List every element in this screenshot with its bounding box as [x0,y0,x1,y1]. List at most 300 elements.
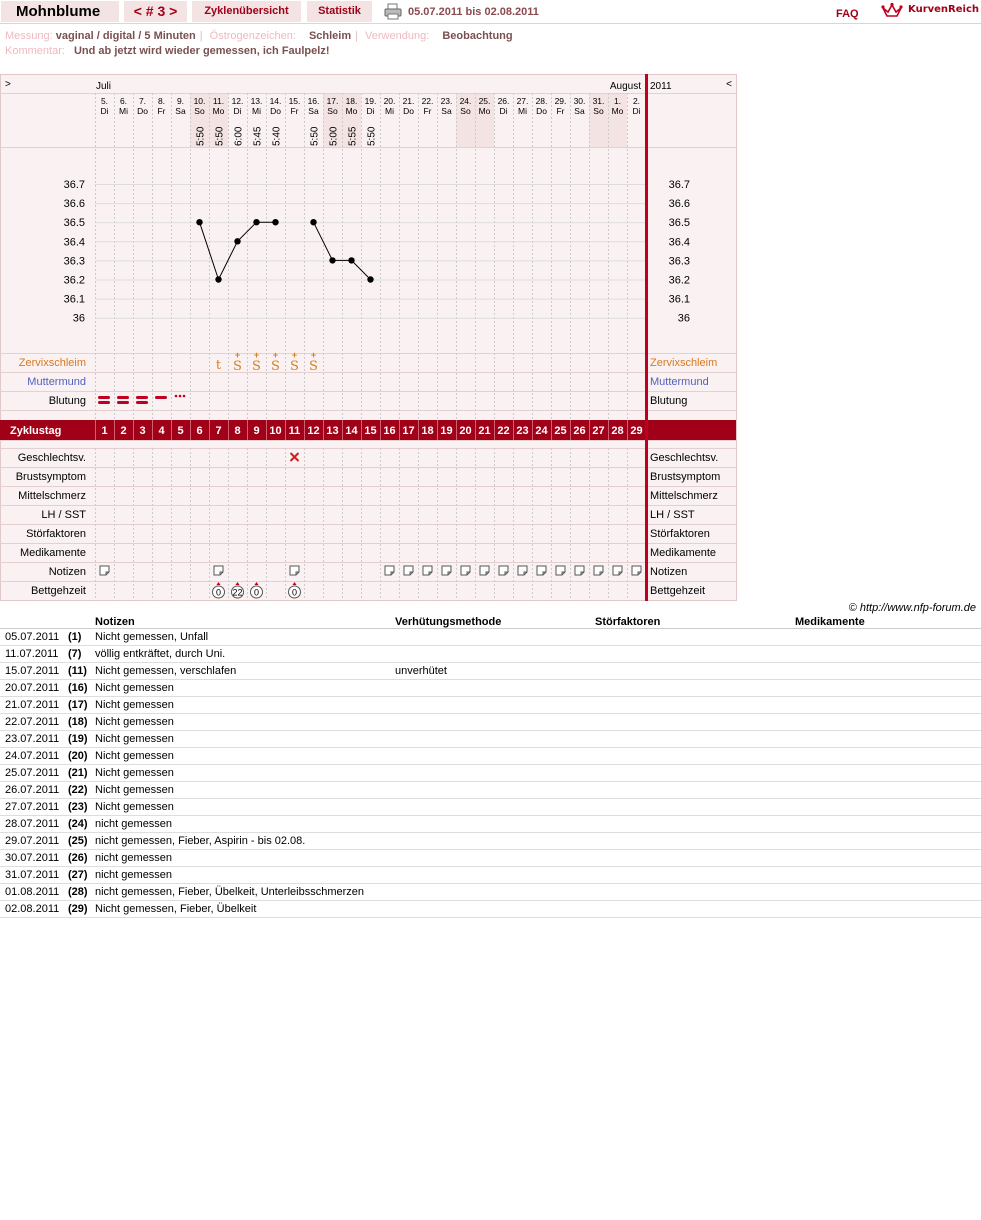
weekday-label: Fr [290,106,299,116]
symptom-4-row-label-left: Medikamente [19,547,86,559]
weekday-label: So [194,106,205,116]
note-text: Nicht gemessen [95,696,395,713]
weekday-label: So [460,106,471,116]
temperature-point [253,219,259,225]
note-method [395,713,595,730]
temp-axis-label-left: 36.5 [63,217,85,230]
weekday-label: Di [632,106,641,116]
usage-value: Beobachtung [442,30,513,42]
table-row [0,815,981,832]
note-icon [613,566,622,575]
measurement-time: 6:00 [233,126,245,146]
cervix-mucus-symbol: S [290,359,299,374]
note-cycle-day: (28) [68,883,95,900]
measurement-time: 5:50 [195,126,207,146]
note-disturbance [595,764,795,781]
table-row [0,866,981,883]
cervix-os-row-label-left: Muttermund [27,376,86,388]
note-method [395,815,595,832]
next-period-button: < [726,79,732,90]
table-row [0,662,981,679]
note-disturbance [595,730,795,747]
bedtime-value: 0 [215,587,222,598]
cervix-mucus-symbol: S [233,359,242,374]
note-date: 24.07.2011 [0,747,68,764]
cervix-mucus-row-label-right: Zervixschleim [650,357,718,369]
temperature-point [272,219,278,225]
weekday-label: Sa [308,106,319,116]
weekday-label: Mi [385,106,394,116]
cycle-day-number: 24 [535,425,548,437]
note-disturbance [595,747,795,764]
weekday-label: Fr [556,106,565,116]
note-date: 05.07.2011 [0,628,68,645]
date-label: 22. [421,96,434,106]
temperature-point [348,257,354,263]
measurement-value: vaginal / digital / 5 Minuten [55,30,196,42]
cycle-day-number: 3 [139,425,146,437]
cervix-mucus-row-label-left: Zervixschleim [18,357,86,369]
note-medication [795,696,981,713]
note-date: 02.08.2011 [0,900,68,917]
note-cycle-day: (16) [68,679,95,696]
note-date: 30.07.2011 [0,849,68,866]
estrogen-value: Schleim [308,30,352,42]
note-text: Nicht gemessen, Fieber, Übelkeit [95,900,395,917]
table-row [0,849,981,866]
measurement-time: 5:50 [366,126,378,146]
temp-axis-label-left: 36.2 [63,274,85,287]
cycle-day-number: 19 [440,425,453,437]
month-label-end: August [609,81,641,92]
temp-axis-label-right: 36 [677,312,690,325]
note-medication [795,866,981,883]
note-method [395,781,595,798]
table-row [0,900,981,917]
weekday-label: Do [536,106,547,116]
note-cycle-day: (25) [68,832,95,849]
estrogen-label: Östrogenzeichen: [209,30,296,42]
note-icon [423,566,432,575]
bleeding-heavy-mark [98,396,110,399]
date-label: 17. [326,96,339,106]
note-icon [518,566,527,575]
cycle-day-number: 16 [383,425,396,437]
measurement-time: 5:45 [252,126,264,146]
note-text: nicht gemessen [95,866,395,883]
table-row [0,798,981,815]
weekday-label: Mi [252,106,261,116]
date-label: 1. [613,96,622,106]
comment-label: Kommentar: [5,45,65,57]
cervix-mucus-symbol: t [215,358,222,373]
note-icon [385,566,394,575]
table-row [0,883,981,900]
user-name: Mohnblume [1,1,119,22]
cycle-day-number: 12 [307,425,320,437]
temp-axis-label-right: 36.6 [668,198,690,211]
note-method [395,628,595,645]
cervix-plus-mark: + [234,350,241,360]
cycle-day-number: 15 [364,425,377,437]
temp-axis-label-left: 36.7 [63,179,85,191]
notes-row-label-right: Notizen [650,566,688,578]
usage-label: Verwendung: [365,30,430,42]
bleeding-light-dot [179,395,182,398]
note-disturbance [595,713,795,730]
measurement-info-line: Messung: vaginal / digital / 5 Minuten | Östrogenzeichen: Schleim | Verwendung: Beobachtung [5,30,513,42]
date-label: 5. [100,96,109,106]
temp-axis-label-right: 36.7 [668,179,690,191]
note-medication [795,645,981,662]
note-icon [594,566,603,575]
note-icon [442,566,451,575]
faq-link[interactable]: FAQ [836,8,859,20]
year-label: 2011 [650,81,672,92]
bedtime-row-label-left: Bettgehzeit [30,585,86,597]
note-icon [214,566,223,575]
cycle-day-number: 26 [573,425,586,437]
bleeding-heavy-mark [136,396,148,399]
cycle-day-number: 21 [478,425,491,437]
note-cycle-day: (29) [68,900,95,917]
weekday-label: Mo [611,106,624,116]
note-icon [537,566,546,575]
cycle-day-number: 17 [402,425,415,437]
temperature-point [367,276,373,282]
weekday-label: Mo [212,106,225,116]
table-row [0,696,981,713]
note-medication [795,730,981,747]
cycle-day-number: 14 [345,425,358,437]
weekday-label: Fr [157,106,166,116]
cycle-navigation[interactable]: < # 3 > [124,1,187,22]
symptom-0-row-label-right: Brustsymptom [650,471,721,483]
cervix-mucus-symbol: S [252,359,261,374]
date-label: 30. [573,96,586,106]
date-label: 20. [383,96,396,106]
symptom-4-row-label-right: Medikamente [650,547,717,559]
weekday-label: Mo [345,106,358,116]
cycle-day-number: 8 [234,425,241,437]
note-method [395,900,595,917]
symptom-3-row-label-left: Störfaktoren [26,528,86,540]
note-text: Nicht gemessen [95,747,395,764]
note-method [395,798,595,815]
bleeding-row-label-left: Blutung [48,395,86,407]
table-row [0,730,981,747]
note-date: 01.08.2011 [0,883,68,900]
weekday-label: Mo [478,106,491,116]
temperature-point [234,238,240,244]
weekday-label: Di [100,106,109,116]
cycle-day-number: 27 [592,425,605,437]
cycle-day-number: 6 [196,425,203,437]
temp-axis-label-right: 36.1 [668,293,690,306]
print-icon[interactable] [384,3,402,20]
cervix-os-row-label-right: Muttermund [650,376,709,388]
note-text: nicht gemessen, Fieber, Aspirin - bis 02.08. [95,832,395,849]
temp-axis-label-right: 36.5 [668,217,690,230]
measurement-time: 5:55 [347,126,359,146]
note-text: Nicht gemessen [95,798,395,815]
date-label: 2. [632,96,641,106]
date-label: 21. [402,96,415,106]
note-cycle-day: (23) [68,798,95,815]
note-medication [795,747,981,764]
weekday-label: So [593,106,604,116]
comment-info-line [5,45,329,57]
note-icon [480,566,489,575]
note-disturbance [595,628,795,645]
cycle-day-number: 20 [459,425,472,437]
note-date: 11.07.2011 [0,645,68,662]
bleeding-light-dot [175,395,178,398]
cycle-day-number: 18 [421,425,434,437]
note-disturbance [595,645,795,662]
date-label: 15. [288,96,301,106]
bleeding-heavy-mark [117,396,129,399]
measurement-time: 5:00 [328,126,340,146]
temperature-point [215,276,221,282]
note-method [395,832,595,849]
table-row [0,645,981,662]
symptom-1-row-label-left: Mittelschmerz [18,490,86,502]
note-cycle-day: (1) [68,628,95,645]
weekday-label: Mi [518,106,527,116]
note-medication [795,662,981,679]
prev-period-button: > [5,79,11,90]
note-icon [290,566,299,575]
note-disturbance [595,662,795,679]
note-medication [795,679,981,696]
date-label: 25. [478,96,491,106]
cycle-date-range: 05.07.2011 bis 02.08.2011 [408,6,539,18]
table-row [0,764,981,781]
note-method [395,866,595,883]
note-text: Nicht gemessen [95,679,395,696]
symptom-2-row-label-right: LH / SST [650,509,695,521]
note-text: nicht gemessen [95,815,395,832]
weekday-label: Di [233,106,242,116]
note-icon [404,566,413,575]
note-cycle-day: (11) [68,662,95,679]
note-date: 20.07.2011 [0,679,68,696]
cycle-day-number: 22 [497,425,510,437]
table-row [0,832,981,849]
cycle-day-number: 13 [326,425,339,437]
method-column-header: Verhütungsmethode [395,615,502,628]
cycle-day-number: 10 [269,425,282,437]
measurement-time: 5:50 [309,126,321,146]
date-label: 29. [554,96,567,106]
chart-background [1,75,737,601]
symptom-3-row-label-right: Störfaktoren [650,528,710,540]
note-disturbance [595,849,795,866]
cycle-day-number: 1 [101,425,108,437]
note-text: Nicht gemessen [95,730,395,747]
tab-statistics[interactable]: Statistik [307,1,372,22]
note-medication [795,713,981,730]
weekday-label: Do [403,106,414,116]
note-medication [795,815,981,832]
note-cycle-day: (21) [68,764,95,781]
note-date: 15.07.2011 [0,662,68,679]
intercourse-row-label-right: Geschlechtsv. [650,452,719,464]
bleeding-heavy-mark [117,401,129,404]
kurvenreich-logo[interactable] [880,1,980,21]
temp-axis-label-left: 36.1 [63,293,85,306]
date-label: 23. [440,96,453,106]
cycle-day-label: Zyklustag [10,425,62,437]
note-disturbance [595,798,795,815]
temperature-point [196,219,202,225]
note-icon [100,566,109,575]
notes-row-label-left: Notizen [48,566,86,578]
date-label: 14. [269,96,282,106]
date-label: 6. [119,96,128,106]
date-label: 11. [212,96,225,106]
note-method [395,696,595,713]
symptom-0-row-label-left: Brustsymptom [15,471,86,483]
weekday-label: Di [499,106,508,116]
cycle-chart [0,74,737,602]
note-icon [499,566,508,575]
cycle-day-number: 29 [630,425,643,437]
date-label: 31. [592,96,605,106]
bedtime-value: 0 [253,587,260,598]
note-disturbance [595,883,795,900]
note-text: nicht gemessen [95,849,395,866]
weekday-label: Do [137,106,148,116]
temperature-point [329,257,335,263]
measurement-time: 5:40 [271,126,283,146]
weekday-label: Sa [441,106,452,116]
bleeding-medium-mark [155,396,167,399]
date-label: 28. [535,96,548,106]
note-cycle-day: (18) [68,713,95,730]
note-date: 28.07.2011 [0,815,68,832]
note-method [395,764,595,781]
note-cycle-day: (19) [68,730,95,747]
note-date: 27.07.2011 [0,798,68,815]
note-text: völlig entkräftet, durch Uni. [95,645,395,662]
bedtime-value: 22 [232,587,243,598]
note-date: 25.07.2011 [0,764,68,781]
note-icon [632,566,641,575]
crown-icon [881,2,903,20]
cervix-mucus-symbol: S [309,359,318,374]
table-row [0,781,981,798]
tab-cycle-overview[interactable]: Zyklenübersicht [192,1,301,22]
bleeding-heavy-mark [136,401,148,404]
temp-axis-label-left: 36.3 [63,255,85,268]
cycle-day-number: 4 [158,425,165,437]
note-disturbance [595,900,795,917]
date-label: 10. [193,96,206,106]
note-medication [795,798,981,815]
note-medication [795,832,981,849]
note-medication [795,628,981,645]
note-method [395,747,595,764]
symptom-2-row-label-left: LH / SST [41,509,86,521]
note-cycle-day: (22) [68,781,95,798]
note-disturbance [595,679,795,696]
note-text: Nicht gemessen [95,764,395,781]
temperature-point [310,219,316,225]
note-text: nicht gemessen, Fieber, Übelkeit, Unterleibsschmerzen [95,883,395,900]
cycle-day-number: 5 [177,425,184,437]
cycle-day-number: 9 [253,425,260,437]
temp-axis-label-right: 36.4 [668,236,690,249]
note-text: Nicht gemessen [95,713,395,730]
disturbance-column-header: Störfaktoren [595,615,661,628]
table-row [0,713,981,730]
measurement-label: Messung: [5,30,53,42]
note-medication [795,849,981,866]
note-cycle-day: (17) [68,696,95,713]
table-row [0,628,981,645]
bleeding-light-dot [183,395,186,398]
intercourse-row-label-left: Geschlechtsv. [17,452,86,464]
copyright-notice: © http://www.nfp-forum.de [848,602,976,614]
top-navigation-bar [0,0,981,24]
cycle-day-number: 2 [120,425,127,437]
temp-axis-label-right: 36.2 [668,274,690,287]
date-label: 24. [459,96,472,106]
note-method [395,883,595,900]
cycle-day-number: 28 [611,425,624,437]
note-cycle-day: (20) [68,747,95,764]
bedtime-value: 0 [291,587,298,598]
cycle-day-number: 7 [215,425,222,437]
cervix-plus-mark: + [310,350,317,360]
cervix-plus-mark: + [253,350,260,360]
note-cycle-day: (7) [68,645,95,662]
cycle-day-number: 23 [516,425,529,437]
note-medication [795,764,981,781]
date-label: 8. [157,96,166,106]
cervix-mucus-symbol: S [271,359,280,374]
weekday-label: Do [270,106,281,116]
note-method [395,849,595,866]
month-label-start: Juli [96,81,112,92]
date-label: 19. [364,96,377,106]
note-cycle-day: (27) [68,866,95,883]
cervix-plus-mark: + [291,350,298,360]
note-text: Nicht gemessen [95,781,395,798]
date-label: 7. [138,96,147,106]
note-date: 23.07.2011 [0,730,68,747]
table-row [0,747,981,764]
note-icon [556,566,565,575]
weekday-label: So [327,106,338,116]
bedtime-row-label-right: Bettgehzeit [650,585,706,597]
cervix-plus-mark: + [272,350,279,360]
cycle-day-number: 11 [288,425,301,437]
notes-column-header: Notizen [95,615,135,628]
date-label: 12. [231,96,244,106]
note-icon [575,566,584,575]
note-date: 21.07.2011 [0,696,68,713]
medication-column-header: Medikamente [795,615,865,628]
note-date: 29.07.2011 [0,832,68,849]
temp-axis-label-left: 36.4 [63,236,85,249]
note-disturbance [595,781,795,798]
date-label: 16. [307,96,320,106]
weekday-label: Fr [423,106,432,116]
weekday-label: Di [366,106,375,116]
